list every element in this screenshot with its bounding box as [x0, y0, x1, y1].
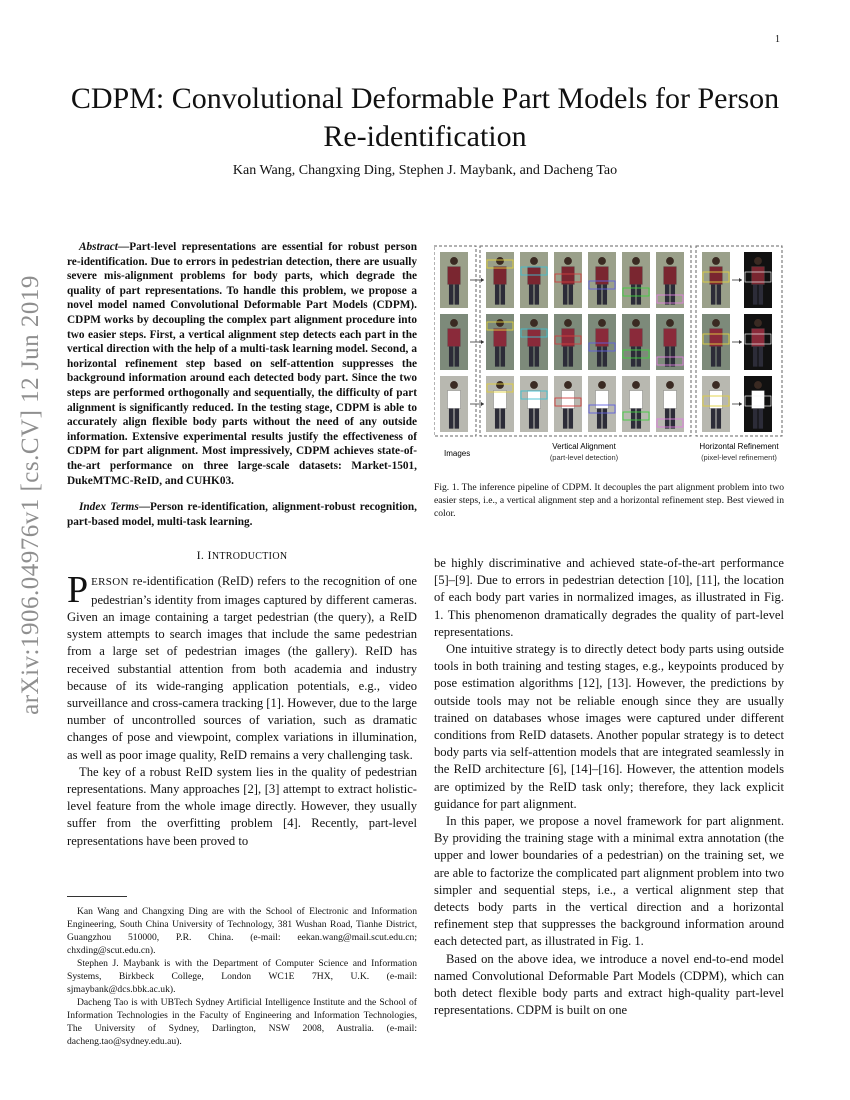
- left-column: [67, 240, 417, 850]
- paper-title: CDPM: Convolutional Deformable Part Models for Person Re-identification: [70, 82, 780, 153]
- arxiv-stamp: [6, 275, 56, 715]
- vertical-alignment-image: [656, 376, 684, 432]
- footnote-3: Dacheng Tao is with UBTech Sydney Artificial Intelligence Institute and the School of Information Technologies in the Faculty of Engineering and Information Technologies, The University of Sydney, Darlington, NSW 2008, Australia. (e-mail: dacheng.tao@sydney.edu.au).: [67, 997, 417, 1047]
- vertical-alignment-image: [554, 376, 582, 432]
- dropcap: P: [67, 569, 89, 612]
- footnote-rule: [67, 896, 127, 897]
- input-image: [440, 314, 468, 370]
- arrow-head: [481, 340, 484, 344]
- arrow-head: [481, 402, 484, 406]
- vertical-alignment-image: [554, 252, 582, 308]
- first-word-rest: ERSON: [91, 576, 129, 589]
- abstract-text: —Part-level representations are essential for robust person re-identification. Due to errors in pedestrian detection, there are usually severe mis-alignment problems for body parts, which degrade the quality of part representations. To handle this problem, we propose a novel model named Convolutional Deformable Part Models (CDPM). CDPM works by decoupling the complex part alignment procedure into two easier steps. First, a vertical alignment step detects each part in the vertical direction with the help of a multi-task learning model. Second, a horizontal refinement step based on self-attention suppresses the background information around each detected body part. Since the two steps are performed orthogonally and sequentially, the difficulty of part alignment is significantly reduced. In the testing stage, CDPM is able to accurately align flexible body parts without the need of any outside information. Extensive experimental results justify the effectiveness of CDPM for part alignment. Most impressively, CDPM achieves state-of-the-art performance on three large-scale datasets: Market-1501, DukeMTMC-ReID, and CUHK03.: [67, 241, 417, 487]
- intro-p1-text: re-identification (ReID) refers to the recognition of one pedestrian’s identity from images captured by different cameras. Given an image containing a target pedestrian (the query), a ReID system attempts to search images that include the same pedestrian from a large set of pedestrian images (the gallery). ReID has received substantial attention from both academia and industry because of its wide-ranging application potentials, e.g., video surveillance and cross-camera tracking [1]. However, due to the large number of uncontrolled sources of variation, such as dramatic changes of pose and viewpoint, complex variations in illumination, as well as poor image quality, ReID remains a very challenging task.: [67, 574, 417, 762]
- label-images: Images: [444, 449, 471, 458]
- refinement-input-image: [702, 376, 730, 432]
- index-terms-text: —Person re-identification, alignment-robust recognition, part-based model, multi-task learning.: [67, 501, 417, 528]
- label-horizontal: Horizontal Refinement: [699, 442, 779, 451]
- footnote-1: Kan Wang and Changxing Ding are with the School of Electronic and Information Engineering, South China University of Technology, 381 Wushan Road, Tianhe District, Guangzhou 510000, P.R. China. (e-mail: eekan.wang@mail.scut.edu.cn; chxding@scut.edu.cn).: [67, 906, 417, 956]
- arrow-head: [739, 340, 742, 344]
- section-heading: [67, 547, 417, 565]
- label-vertical: Vertical Alignment: [552, 442, 616, 451]
- figure-image-cells: [440, 252, 772, 432]
- section-initial: I: [207, 548, 212, 563]
- footnotes: [67, 905, 417, 1048]
- vertical-alignment-image: [520, 376, 548, 432]
- abstract-lead: Abstract: [79, 241, 118, 253]
- vertical-alignment-image: [588, 314, 616, 370]
- vertical-alignment-image: [588, 252, 616, 308]
- input-image: [440, 252, 468, 308]
- refinement-output-image: [744, 314, 772, 370]
- section-number: I.: [196, 548, 205, 563]
- abstract: [67, 240, 417, 488]
- section-title-rest: NTRODUCTION: [211, 551, 288, 563]
- vertical-alignment-image: [554, 314, 582, 370]
- arrow-head: [481, 278, 484, 282]
- figure-caption: Fig. 1. The inference pipeline of CDPM. It decouples the part alignment problem into two easier steps, i.e., a vertical alignment step and a horizontal refinement step. Best viewed in color.: [434, 482, 784, 519]
- vertical-alignment-image: [622, 314, 650, 370]
- figure-1: [434, 242, 784, 470]
- vertical-alignment-image: [588, 376, 616, 432]
- index-terms-lead: Index Terms: [79, 501, 139, 514]
- intro-paragraph-2: The key of a robust ReID system lies in the quality of pedestrian representations. Many approaches [2], [3] attempt to extract holistic-level feature from the whole image directly. However, they usually suffer from the overfitting problem [4]. Recently, part-level representations have been proved to: [67, 764, 417, 848]
- refinement-input-image: [702, 314, 730, 370]
- vertical-alignment-image: [486, 376, 514, 432]
- intro-paragraph-1: [67, 569, 417, 763]
- label-vertical-sub: (part-level detection): [549, 453, 619, 462]
- right-paragraph-2: One intuitive strategy is to directly detect body parts using outside tools in both training and testing stages, e.g., keypoints produced by pose estimation algorithms [12], [13]. However, the predictions by outside tools may not be reliable enough since they are usually trained on databases whose images were captured under different conditions from ReID datasets. Another popular strategy is to detect body parts via self-attention models that are integrated seamlessly in the ReID architecture [6], [14]–[16]. However, the attention models are optimized by the ReID task only; therefore, they lack explicit guidance for part alignment.: [434, 642, 784, 811]
- vertical-alignment-image: [486, 252, 514, 308]
- pipeline-figure: [434, 242, 784, 470]
- vertical-alignment-image: [656, 252, 684, 308]
- authors: Kan Wang, Changxing Ding, Stephen J. Maybank, and Dacheng Tao: [232, 163, 618, 178]
- vertical-alignment-image: [656, 314, 684, 370]
- right-paragraph-4: Based on the above idea, we introduce a novel end-to-end model named Convolutional Deformable Part Models (CDPM), which can both detect flexible body parts and extract high-quality part-level representations. CDPM is built on one: [434, 951, 784, 1018]
- refinement-output-image: [744, 376, 772, 432]
- index-terms: [67, 500, 417, 529]
- right-column: [434, 555, 784, 1019]
- vertical-alignment-image: [622, 252, 650, 308]
- right-paragraph-3: In this paper, we propose a novel framework for part alignment. By providing the training stage with a minimal extra annotation (the upper and lower boundaries of a pedestrian) on the training set, we are able to factorize the complicated part alignment problem into two simpler and sequential steps, i.e., a vertical alignment step that detects body parts in the vertical direction and a horizontal refinement step that suppresses the background information around each detected part, as illustrated in Fig. 1.: [434, 814, 784, 949]
- vertical-alignment-image: [520, 252, 548, 308]
- vertical-alignment-image: [486, 314, 514, 370]
- input-image: [440, 376, 468, 432]
- refinement-input-image: [702, 252, 730, 308]
- arrow-head: [739, 278, 742, 282]
- vertical-alignment-image: [622, 376, 650, 432]
- vertical-alignment-image: [520, 314, 548, 370]
- arxiv-stamp-text: arXiv:1906.04976v1 [cs.CV] 12 Jun 2019: [17, 275, 44, 715]
- right-paragraph-1: be highly discriminative and achieved state-of-the-art performance [5]–[9]. Due to errors in pedestrian detection [10], [11], the location of each body part varies in normalized images, as illustrated in Fig. 1. This phenomenon dramatically degrades the quality of part-level representations.: [434, 556, 784, 639]
- refinement-output-image: [744, 252, 772, 308]
- page-number: 1: [775, 34, 780, 45]
- arrow-head: [739, 402, 742, 406]
- label-horizontal-sub: (pixel-level refinement): [701, 453, 777, 462]
- footnote-2: Stephen J. Maybank is with the Department of Computer Science and Information Systems, Birkbeck College, London WC1E 7HX, U.K. (e-mail: sjmaybank@dcs.bbk.ac.uk).: [67, 958, 417, 995]
